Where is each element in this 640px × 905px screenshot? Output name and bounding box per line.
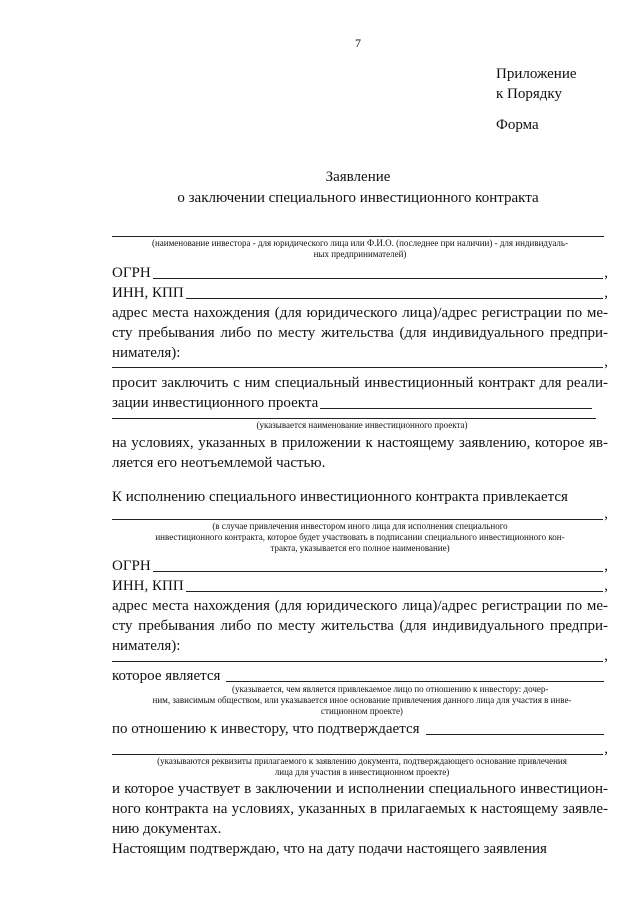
- investor-address-row: ,: [112, 352, 608, 372]
- project-name-note: (указывается наименование инвестиционного проекта): [256, 420, 468, 430]
- participates-line-1: и которое участвует в заключении и исполнении специального инвестицион-: [112, 781, 608, 797]
- investor-ogrn-label: ОГРН: [112, 265, 151, 281]
- involved-name-note: (в случае привлечения инвестором иного лица для исполнения специального инвестиционного контракта, которое будет участвовать в подписании специального инвестиционного кон- тракта, указывается его полное наименование): [155, 521, 565, 553]
- involved-inn-kpp-row: ИНН, КПП ,: [112, 578, 608, 594]
- involved-ogrn-label: ОГРН: [112, 558, 151, 574]
- appendix-header: [496, 64, 577, 104]
- participates-line-2: ного контракта на условиях, указанных в прилагаемых к настоящему заявле-: [112, 801, 608, 817]
- involved-heading: К исполнению специального инвестиционного контракта привлекается: [112, 489, 568, 505]
- confirm-statement: Настоящим подтверждаю, что на дату подачи настоящего заявления: [112, 841, 547, 857]
- investor-inn-kpp-field[interactable]: [186, 297, 604, 299]
- involved-address-line-3: нимателя):: [112, 638, 181, 654]
- investor-inn-kpp-row: ИНН, КПП ,: [112, 285, 608, 301]
- confirming-docs-field[interactable]: [112, 753, 603, 755]
- document-title: [0, 167, 640, 209]
- request-line-1: просит заключить с ним специальный инвестиционный контракт для реали-: [112, 375, 608, 391]
- involved-name-field[interactable]: [112, 518, 603, 520]
- page-number: 7: [355, 36, 361, 50]
- involved-address-line-1: адрес места нахождения (для юридического лица)/адрес регистрации по ме-: [112, 598, 608, 614]
- confirmed-field[interactable]: [426, 733, 604, 735]
- involved-address-line-2: сту пребывания либо по месту жительства (для индивидуального предпри-: [112, 618, 608, 634]
- which-is-field[interactable]: [226, 680, 604, 682]
- conditions-line-2: ляется его неотъемлемой частью.: [112, 455, 326, 471]
- request-line-2: зации инвестиционного проекта: [112, 395, 319, 411]
- appendix-line-2: к Порядку: [496, 86, 562, 102]
- confirmed-label: по отношению к инвестору, что подтверждается: [112, 721, 420, 737]
- project-name-row: [112, 393, 608, 413]
- form-label: Форма: [496, 117, 539, 133]
- title-line-1: Заявление: [325, 169, 391, 185]
- involved-ogrn-field[interactable]: [153, 570, 604, 572]
- involved-ogrn-row: ОГРН ,: [112, 558, 608, 574]
- investor-address-field[interactable]: [112, 366, 603, 368]
- confirming-docs-note: (указываются реквизиты прилагаемого к заявлению документа, подтверждающего основание привлечения лица для участия в инвестиционном проекте): [157, 756, 567, 777]
- investor-inn-kpp-label: ИНН, КПП: [112, 285, 184, 301]
- which-is-row: [112, 666, 608, 686]
- investor-address-line-1: адрес места нахождения (для юридического лица)/адрес регистрации по ме-: [112, 305, 608, 321]
- involved-inn-kpp-label: ИНН, КПП: [112, 578, 184, 594]
- involved-address-field[interactable]: [112, 660, 603, 662]
- which-is-note: (указывается, чем является привлекаемое лицо по отношению к инвестору: дочер- ним, зависимым обществом, или указывается иное основание привлечения данного лица для участия в инве- стиционном проекте): [152, 684, 572, 716]
- involved-name-row: ,: [112, 504, 608, 524]
- investor-name-note: (наименование инвестора - для юридического лица или Ф.И.О. (последнее при наличии) - для индивидуаль- ных предпринимателей): [151, 238, 569, 259]
- confirming-docs-row: ,: [112, 739, 608, 759]
- participates-line-3: нию документах.: [112, 821, 222, 837]
- investor-address-line-2: сту пребывания либо по месту жительства (для индивидуального предпри-: [112, 325, 608, 341]
- investor-ogrn-field[interactable]: [153, 277, 604, 279]
- involved-inn-kpp-field[interactable]: [186, 590, 604, 592]
- project-name-field[interactable]: [320, 407, 592, 409]
- confirmed-row: [112, 719, 608, 739]
- project-name-line: [112, 418, 596, 419]
- appendix-line-1: Приложение: [496, 66, 577, 82]
- investor-address-line-3: нимателя):: [112, 345, 181, 361]
- title-line-2: о заключении специального инвестиционного контракта: [177, 190, 539, 206]
- investor-name-line: [112, 236, 604, 237]
- which-is-label: которое является: [112, 668, 221, 684]
- investor-ogrn-row: ОГРН ,: [112, 265, 608, 281]
- involved-address-row: ,: [112, 646, 608, 666]
- conditions-line-1: на условиях, указанных в приложении к настоящему заявлению, которое яв-: [112, 435, 608, 451]
